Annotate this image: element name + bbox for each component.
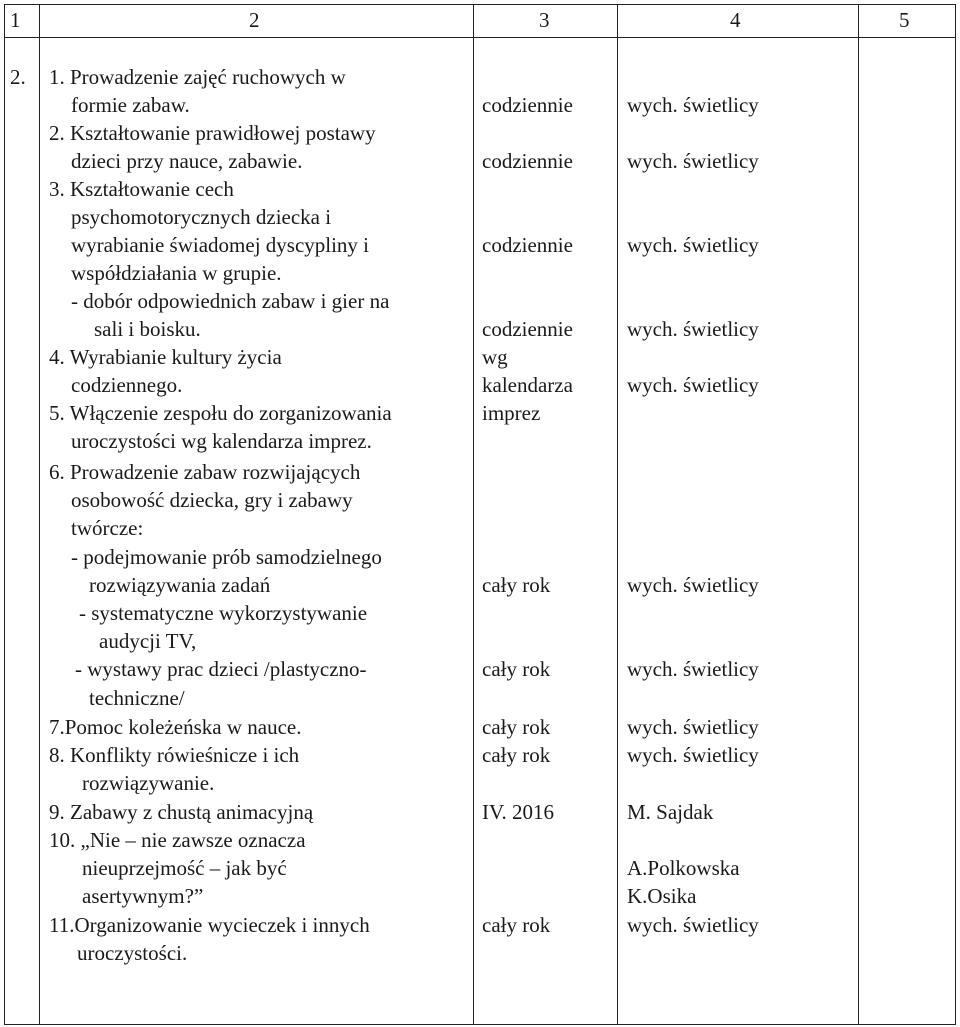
term-cell: cały rok	[482, 573, 551, 597]
responsible-cell: wych. świetlicy	[627, 317, 759, 341]
table-border-left	[4, 4, 5, 1025]
responsible-cell: wych. świetlicy	[627, 373, 759, 397]
column-divider-3	[617, 4, 618, 1025]
term-cell: cały rok	[482, 913, 551, 937]
task-line: twórcze:	[71, 516, 144, 540]
responsible-cell: M. Sajdak	[627, 800, 714, 824]
task-line: sali i boisku.	[94, 317, 201, 341]
header-col-3: 3	[539, 8, 550, 32]
task-line: codziennego.	[71, 373, 183, 397]
responsible-cell: wych. świetlicy	[627, 715, 759, 739]
task-line: 9. Zabawy z chustą animacyjną	[49, 800, 314, 824]
responsible-cell: wych. świetlicy	[627, 913, 759, 937]
responsible-cell: K.Osika	[627, 884, 697, 908]
responsible-cell: wych. świetlicy	[627, 657, 759, 681]
task-line: - wystawy prac dzieci /plastyczno-	[75, 657, 367, 681]
task-line: 6. Prowadzenie zabaw rozwijających	[49, 460, 361, 484]
header-col-2: 2	[249, 8, 260, 32]
task-line: 5. Włączenie zespołu do zorganizowania	[49, 401, 392, 425]
task-line: - podejmowanie prób samodzielnego	[71, 545, 382, 569]
task-line: formie zabaw.	[71, 93, 190, 117]
term-cell: cały rok	[482, 715, 551, 739]
header-col-5: 5	[899, 8, 910, 32]
term-cell: codziennie	[482, 149, 573, 173]
responsible-cell: wych. świetlicy	[627, 93, 759, 117]
task-line: 2. Kształtowanie prawidłowej postawy	[49, 121, 376, 145]
task-line: dzieci przy nauce, zabawie.	[71, 149, 303, 173]
task-line: rozwiązywania zadań	[89, 573, 271, 597]
responsible-cell: A.Polkowska	[627, 856, 740, 880]
responsible-cell: wych. świetlicy	[627, 573, 759, 597]
task-line: 8. Konflikty rówieśnicze i ich	[49, 743, 300, 767]
term-cell: codziennie	[482, 317, 573, 341]
task-line: uroczystości wg kalendarza imprez.	[71, 429, 372, 453]
task-line: - dobór odpowiednich zabaw i gier na	[71, 289, 390, 313]
task-line: techniczne/	[89, 686, 185, 710]
header-col-1: 1	[10, 8, 21, 32]
column-divider-1	[39, 4, 40, 1025]
task-line: - systematyczne wykorzystywanie	[79, 601, 368, 625]
task-line: 3. Kształtowanie cech	[49, 177, 234, 201]
task-line: wyrabianie świadomej dyscypliny i	[71, 233, 370, 257]
task-line: nieuprzejmość – jak być	[82, 856, 287, 880]
task-line: osobowość dziecka, gry i zabawy	[71, 488, 353, 512]
task-line: 10. „Nie – nie zawsze oznacza	[49, 828, 306, 852]
header-divider	[4, 37, 956, 38]
task-line: uroczystości.	[77, 941, 188, 965]
task-line: psychomotorycznych dziecka i	[71, 205, 332, 229]
term-cell: codziennie	[482, 233, 573, 257]
responsible-cell: wych. świetlicy	[627, 233, 759, 257]
table-border-bottom	[4, 1024, 956, 1025]
term-cell: cały rok	[482, 657, 551, 681]
responsible-cell: wych. świetlicy	[627, 149, 759, 173]
row-number: 2.	[10, 65, 26, 89]
term-cell: kalendarza	[482, 373, 573, 397]
task-line: asertywnym?”	[82, 884, 204, 908]
task-line: 4. Wyrabianie kultury życia	[49, 345, 282, 369]
table-border-right	[955, 4, 956, 1025]
task-line: 11.Organizowanie wycieczek i innych	[49, 913, 370, 937]
table-border-top	[4, 4, 956, 5]
task-line: współdziałania w grupie.	[71, 261, 282, 285]
term-cell: codziennie	[482, 93, 573, 117]
header-col-4: 4	[730, 8, 741, 32]
task-line: rozwiązywanie.	[82, 771, 215, 795]
responsible-cell: wych. świetlicy	[627, 743, 759, 767]
term-cell: cały rok	[482, 743, 551, 767]
column-divider-4	[858, 4, 859, 1025]
task-line: audycji TV,	[99, 629, 197, 653]
task-line: 7.Pomoc koleżeńska w nauce.	[49, 715, 302, 739]
term-cell: IV. 2016	[482, 800, 554, 824]
term-cell: imprez	[482, 401, 541, 425]
column-divider-2	[473, 4, 474, 1025]
term-cell: wg	[482, 345, 508, 369]
task-line: 1. Prowadzenie zajęć ruchowych w	[49, 65, 346, 89]
